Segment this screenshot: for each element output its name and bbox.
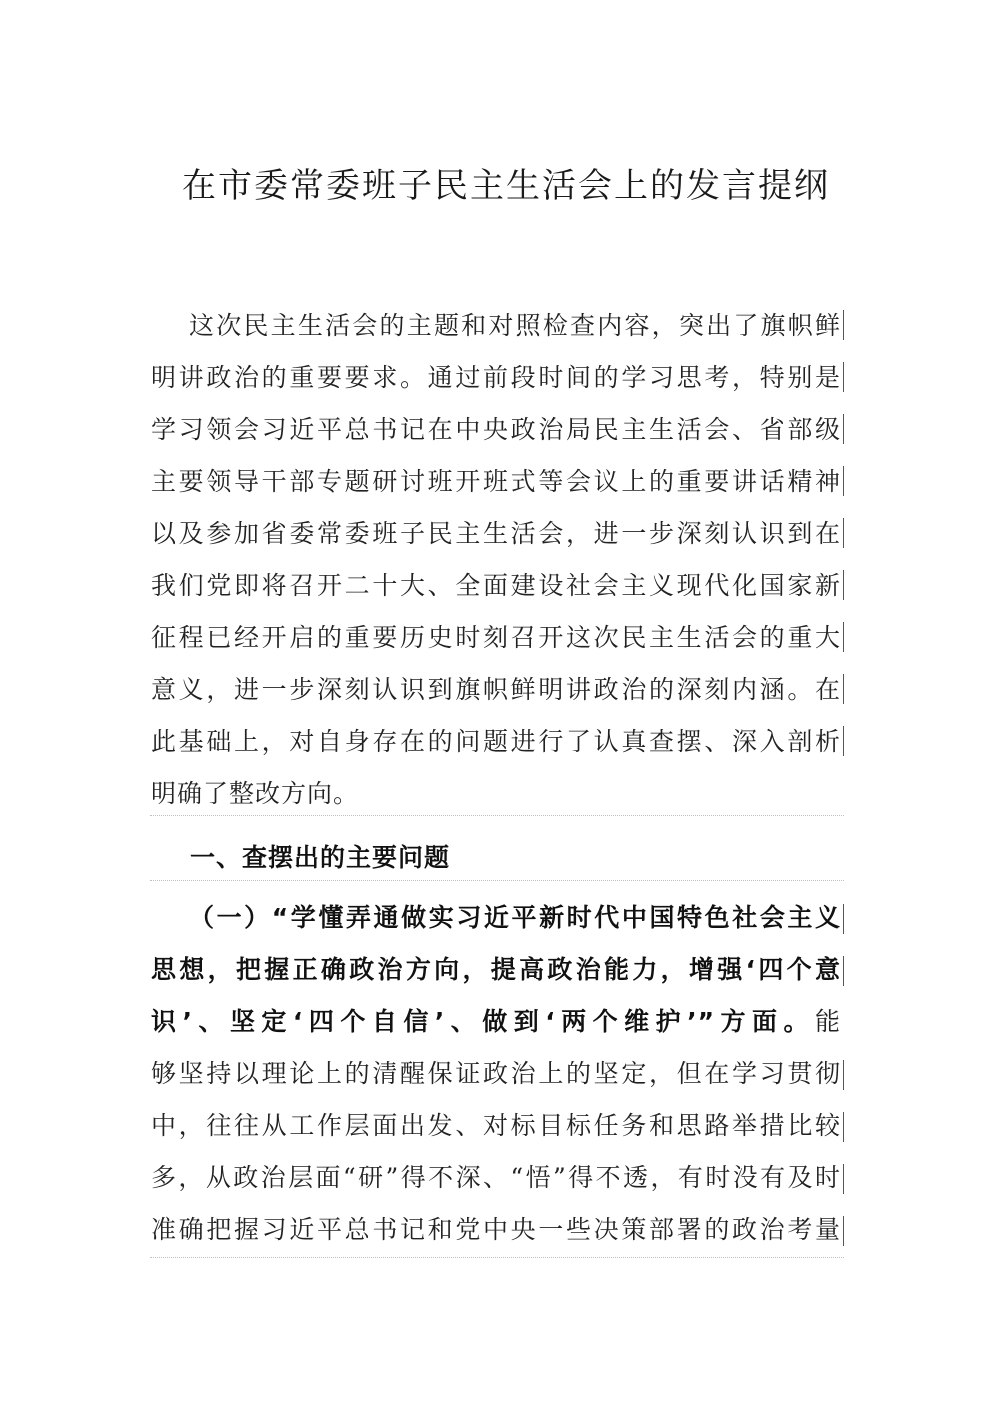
text-line: 明确了整改方向。 <box>151 779 360 808</box>
subsection-heading-line: （一）“学懂弄通做实习近平新时代中国特色社会主义 <box>189 903 841 932</box>
edge-mark <box>843 1216 844 1246</box>
text-line: 多，从政治层面“研”得不深、“悟”得不透，有时没有及时 <box>151 1163 841 1192</box>
edge-mark <box>843 414 844 444</box>
text-line: 这次民主生活会的主题和对照检查内容，突出了旗帜鲜 <box>189 311 841 340</box>
edge-mark <box>843 1164 844 1194</box>
text-line: 够坚持以理论上的清醒保证政治上的坚定，但在学习贯彻 <box>151 1059 841 1088</box>
edge-mark <box>843 518 844 548</box>
paragraph-divider <box>150 1257 844 1258</box>
edge-mark <box>843 726 844 756</box>
subsection-heading-line: 识’、坚定‘四个自信’、做到‘两个维护’”方面。 <box>151 1007 815 1036</box>
text-line <box>151 996 841 1048</box>
paragraph-divider <box>150 880 844 881</box>
text-line: 此基础上，对自身存在的问题进行了认真查摆、深入剖析 <box>151 727 841 756</box>
edge-mark <box>843 956 844 986</box>
edge-mark <box>843 674 844 704</box>
edge-mark <box>843 1112 844 1142</box>
edge-mark <box>843 362 844 392</box>
text-fragment: 能 <box>814 1007 841 1036</box>
subsection-heading-line: 思想，把握正确政治方向，提高政治能力，增强‘四个意 <box>151 955 841 984</box>
text-line: 学习领会习近平总书记在中央政治局民主生活会、省部级 <box>151 415 841 444</box>
text-line: 主要领导干部专题研讨班开班式等会议上的重要讲话精神 <box>151 467 841 496</box>
text-line: 明讲政治的重要要求。通过前段时间的学习思考，特别是 <box>151 363 841 392</box>
edge-mark <box>843 1060 844 1090</box>
edge-mark <box>843 622 844 652</box>
edge-mark <box>843 904 844 934</box>
document-title: 在市委常委班子民主生活会上的发言提纲 <box>182 166 830 206</box>
edge-mark <box>843 570 844 600</box>
text-line: 意义，进一步深刻认识到旗帜鲜明讲政治的深刻内涵。在 <box>151 675 841 704</box>
text-line: 征程已经开启的重要历史时刻召开这次民主生活会的重大 <box>151 623 841 652</box>
text-line: 以及参加省委常委班子民主生活会，进一步深刻认识到在 <box>151 519 841 548</box>
edge-mark <box>843 310 844 340</box>
text-line: 准确把握习近平总书记和党中央一些决策部署的政治考量 <box>151 1215 841 1244</box>
section-heading: 一、查摆出的主要问题 <box>190 843 451 872</box>
text-line: 我们党即将召开二十大、全面建设社会主义现代化国家新 <box>151 571 841 600</box>
paragraph-divider <box>150 815 844 816</box>
subsection-paragraph <box>151 892 841 1256</box>
text-line: 中，往往从工作层面出发、对标目标任务和思路举措比较 <box>151 1111 841 1140</box>
edge-mark <box>843 466 844 496</box>
intro-paragraph <box>151 300 841 820</box>
